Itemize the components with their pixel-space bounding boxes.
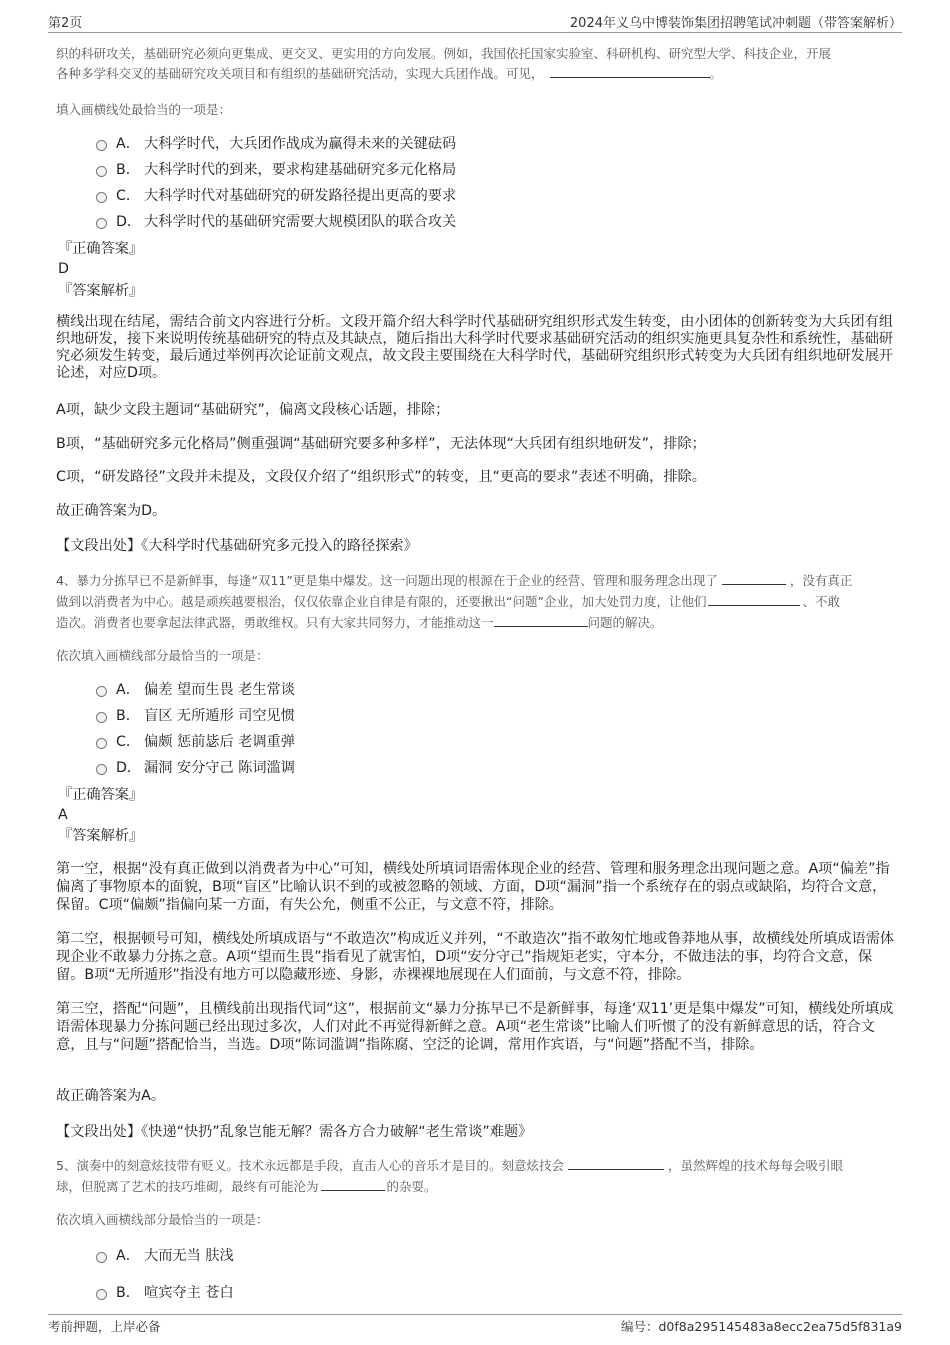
q4-stem: 4、暴力分拣早已不是新鲜事，每逢“双11”更是集中爆发。这一问题出现的根源在于企业的经营、管理和服务理念出现了 ，没有真正 做到以消费者为中心。越是顽疾越要根治，仅仅依靠企业自律是有限的，还要揪出“问题”企业，加大处罚力度，让他们 、不敢 造次。消费者也要拿起法律武器，勇敢维权。只有大家共同努力，才能推动这一 问题的解决。 bbox=[56, 573, 853, 630]
q3-blank bbox=[550, 65, 710, 78]
page-header bbox=[48, 10, 902, 33]
document-code: 编号：d0f8a295145483a8ecc2ea75d5f831a9 bbox=[620, 1319, 902, 1334]
q3-source: 【文段出处】《大科学时代基础研究多元投入的路径探索》 bbox=[56, 538, 418, 554]
footer-slogan: 考前押题，上岸必备 bbox=[48, 1319, 161, 1334]
q4-analysis-para-3: 第三空，搭配“问题”，且横线前出现指代词“这”，根据前文“暴力分拣早已不是新鲜事，每逢‘双11’更是集中爆发”可知，横线处所填成语需体现暴力分拣问题已经出现过多次，人们对此不再觉得新鲜之意。A项“老生常谈”比喻人们听惯了的没有新鲜意思的话，符合文意，且与“问题”搭配恰当，当选。D项“陈词滥调”指陈腐、空泛的论调，常用作宾语，与“问题”搭配不当，排除。 bbox=[56, 1001, 894, 1053]
q5-blank-1 bbox=[568, 1157, 664, 1170]
radio-icon[interactable] bbox=[96, 140, 107, 151]
radio-icon[interactable] bbox=[96, 1289, 107, 1300]
q3-analysis-conclusion: 故正确答案为D。 bbox=[56, 503, 167, 519]
q4-answer-label: 『正确答案』 bbox=[58, 787, 144, 803]
q4-analysis-conclusion: 故正确答案为A。 bbox=[56, 1088, 166, 1104]
q3-answer: D bbox=[58, 261, 69, 277]
q4-analysis-para-2: 第二空，根据顿号可知，横线处所填成语与“不敢造次”构成近义并列，“不敢造次”指不敢匆忙地或鲁莽地从事，故横线处所填成语需体现企业不敢暴力分拣之意。A项“望而生畏”指看见了就害怕，D项“安分守己”指规矩老实，守本分，不做违法的事，均符合文意，保留。B项“无所遁形”指没有地方可以隐藏形迹、身影，赤裸裸地展现在人们面前，与文意不符，排除。 bbox=[56, 931, 895, 983]
q5-stem: 5、演奏中的刻意炫技带有贬义。技术永远都是手段，直击人心的音乐才是目的。刻意炫技会 ，虽然辉煌的技术每每会吸引眼 球，但脱离了艺术的技巧堆砌，最终有可能沦为 的杂耍。 bbox=[56, 1158, 843, 1194]
q4-analysis-para-1: 第一空，根据“没有真正做到以消费者为中心”可知，横线处所填词语需体现企业的经营、管理和服务理念出现问题之意。A项“偏差”指偏离了事物原本的面貌，B项“盲区”比喻认识不到的或被忽略的领域、方面，D项“漏洞”指一个系统存在的弱点或缺陷，均符合文意，保留。C项“偏颇”指偏向某一方面，有失公允，侧重不公正，与文意不符，排除。 bbox=[56, 861, 890, 913]
q4-blank-3 bbox=[494, 614, 588, 627]
q3-analysis-para-2: A项，缺少文段主题词“基础研究”，偏离文段核心话题，排除； bbox=[56, 402, 450, 418]
radio-icon[interactable] bbox=[96, 192, 107, 203]
radio-icon[interactable] bbox=[96, 712, 107, 723]
page-footer bbox=[48, 1314, 902, 1337]
q4-source: 【文段出处】《快递“快扔”乱象岂能无解？需各方合力破解“老生常谈”难题》 bbox=[56, 1124, 533, 1140]
q3-passage-line-2: 各种多学科交叉的基础研究攻关项目和有组织的基础研究活动，实现大兵团作战。可见， 。 bbox=[56, 66, 723, 81]
q4-blank-2 bbox=[708, 593, 800, 606]
q3-analysis-para-4: C项，“研发路径”文段并未提及，文段仅介绍了“组织形式”的转变，且“更高的要求”表述不明确，排除。 bbox=[56, 469, 706, 485]
radio-icon[interactable] bbox=[96, 686, 107, 697]
q4-prompt: 依次填入画横线部分最恰当的一项是： bbox=[56, 648, 269, 663]
q3-passage-line-1: 织的科研攻关，基础研究必须向更集成、更交叉、更实用的方向发展。例如，我国依托国家实验室、科研机构、研究型大学、科技企业，开展 bbox=[56, 46, 832, 61]
radio-icon[interactable] bbox=[96, 764, 107, 775]
document-title: 2024年义乌中博装饰集团招聘笔试冲刺题（带答案解析） bbox=[569, 16, 902, 31]
q3-prompt: 填入画横线处最恰当的一项是： bbox=[56, 102, 232, 117]
page-number: 第2页 bbox=[48, 16, 83, 31]
q4-blank-1 bbox=[722, 572, 786, 585]
q3-analysis-para-3: B项，“基础研究多元化格局”侧重强调“基础研究要多种多样”，无法体现“大兵团有组织地研发”，排除； bbox=[56, 436, 706, 452]
q3-analysis-label: 『答案解析』 bbox=[58, 283, 144, 299]
q3-analysis-para-1: 横线出现在结尾，需结合前文内容进行分析。文段开篇介绍大科学时代基础研究组织形式发生转变，由小团体的创新转变为大兵团有组织地研发，接下来说明传统基础研究的特点及其缺点，随后指出大科学时代要求基础研究活动的组织实施更具复杂性和系统性，基础研究必须发生转变，最后通过举例再次论证前文观点，故文段主要围绕在大科学时代，基础研究组织形式转变为大兵团有组织地研发展开论述，对应D项。 bbox=[56, 314, 894, 381]
q4-analysis-label: 『答案解析』 bbox=[58, 828, 144, 844]
q5-blank-2 bbox=[321, 1178, 385, 1191]
radio-icon[interactable] bbox=[96, 738, 107, 749]
radio-icon[interactable] bbox=[96, 166, 107, 177]
q4-answer: A bbox=[58, 807, 68, 823]
q3-passage bbox=[56, 44, 898, 84]
q5-prompt: 依次填入画横线部分最恰当的一项是： bbox=[56, 1212, 269, 1227]
q3-answer-label: 『正确答案』 bbox=[58, 241, 144, 257]
radio-icon[interactable] bbox=[96, 1252, 107, 1263]
radio-icon[interactable] bbox=[96, 218, 107, 229]
